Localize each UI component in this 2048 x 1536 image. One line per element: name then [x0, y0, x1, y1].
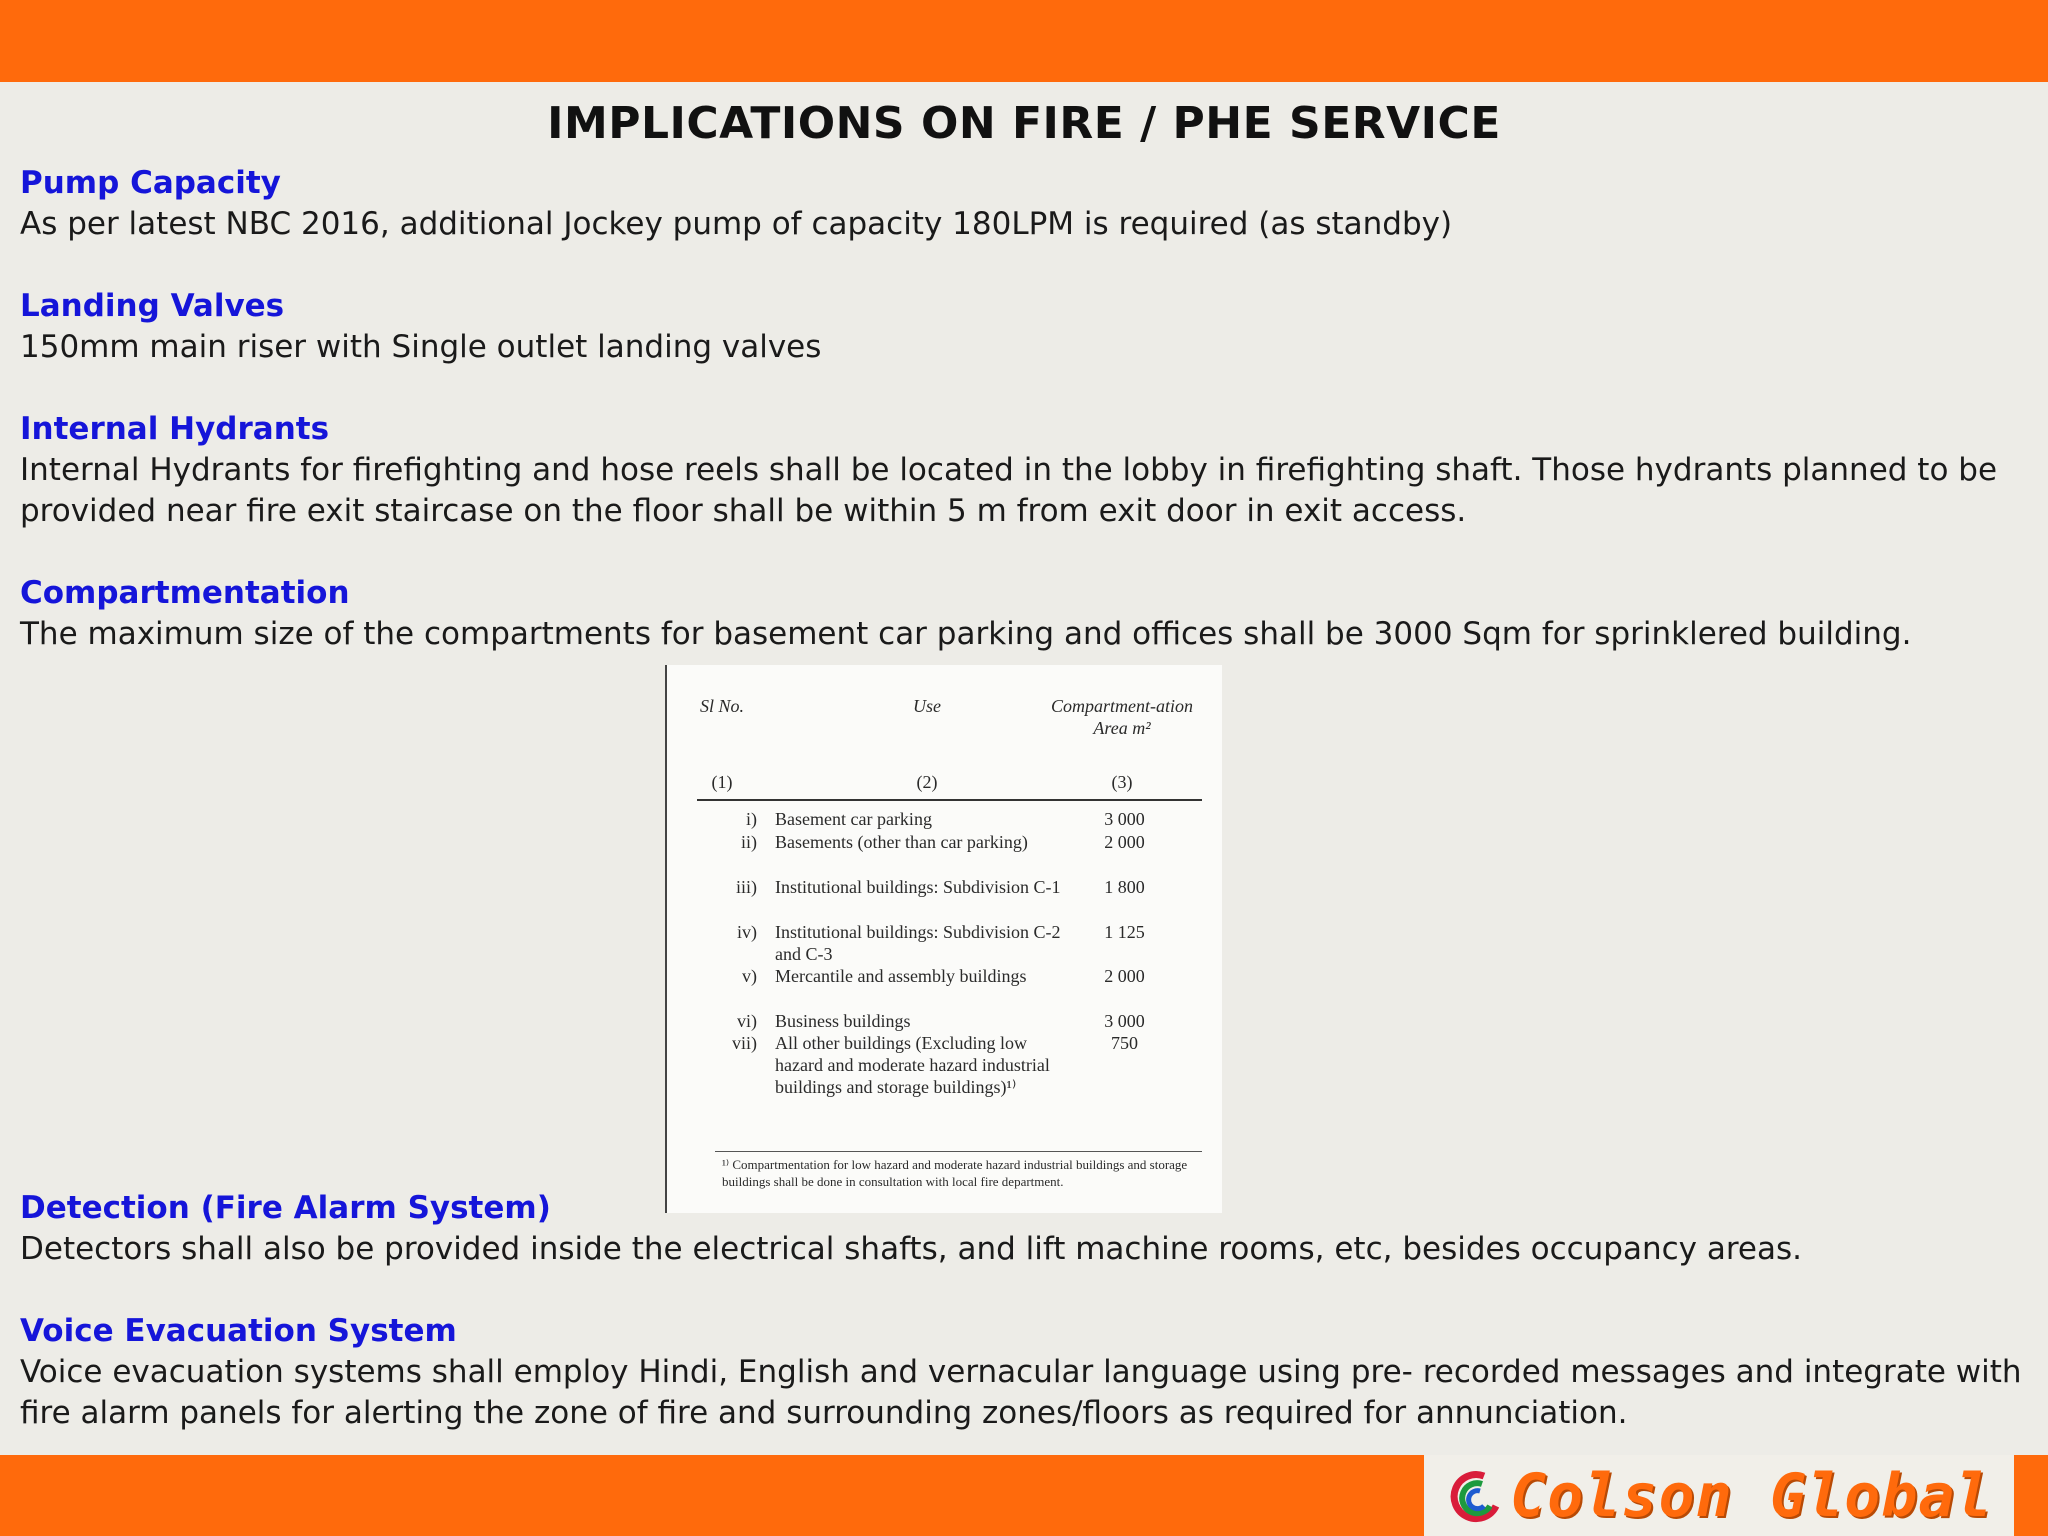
table-header-use: Use	[913, 696, 941, 716]
row-area: 2 000	[1104, 832, 1145, 852]
row-area: 2 000	[1104, 966, 1145, 986]
row-use: Basements (other than car parking)	[775, 832, 1028, 852]
section-heading: Compartmentation	[20, 575, 350, 611]
row-area: 3 000	[1104, 1011, 1145, 1031]
row-sl: i)	[746, 809, 757, 829]
row-use: Institutional buildings: Subdivision C-1	[775, 877, 1061, 897]
section-text: Voice evacuation systems shall employ Hindi, English and vernacular language using pre- recorded messages and integrate with fire alarm panels for alerting the zone of fire and surrounding zones/floors as required for annunciation.	[20, 1354, 2022, 1431]
table-rule	[697, 799, 1202, 801]
section-heading: Internal Hydrants	[20, 411, 330, 447]
table-footnote: ¹⁾ Compartmentation for low hazard and moderate hazard industrial buildings and storage buildings shall be done in consultation with local fire department.	[722, 1157, 1188, 1189]
section-voice-evacuation	[20, 1311, 2030, 1434]
company-logo	[1424, 1455, 2014, 1536]
row-sl: v)	[742, 966, 757, 986]
colson-swirl-icon	[1444, 1466, 1504, 1526]
compartment-area-table	[665, 665, 1222, 1213]
row-sl: iv)	[737, 922, 757, 942]
row-use: Basement car parking	[775, 809, 932, 829]
section-detection	[20, 1188, 2030, 1270]
section-heading: Landing Valves	[20, 288, 285, 324]
page-title: IMPLICATIONS ON FIRE / PHE SERVICE	[547, 98, 1501, 149]
row-area: 750	[1111, 1033, 1138, 1053]
row-sl: vii)	[732, 1033, 757, 1053]
section-text: The maximum size of the compartments for basement car parking and offices shall be 3000 Sqm for sprinklered building.	[20, 616, 1912, 652]
row-use: Institutional buildings: Subdivision C-2 and C-3	[775, 922, 1061, 964]
section-heading: Voice Evacuation System	[20, 1313, 457, 1349]
section-landing-valves	[20, 286, 2030, 368]
row-use: Mercantile and assembly buildings	[775, 966, 1027, 986]
table-header-area: Compartment-ation Area m²	[1051, 696, 1193, 738]
section-text: 150mm main riser with Single outlet landing valves	[20, 329, 822, 365]
section-compartmentation	[20, 573, 2030, 655]
row-area: 1 125	[1104, 922, 1145, 942]
row-area: 1 800	[1104, 877, 1145, 897]
section-text: As per latest NBC 2016, additional Jockey pump of capacity 180LPM is required (as standby)	[20, 206, 1453, 242]
row-use: All other buildings (Excluding low hazard and moderate hazard industrial buildings and storage buildings)¹⁾	[775, 1033, 1050, 1097]
section-heading: Pump Capacity	[20, 165, 281, 201]
table-header-sl: Sl No.	[699, 696, 744, 716]
table-colnum-1: (1)	[711, 772, 733, 792]
section-pump-capacity	[20, 163, 2030, 245]
top-banner	[0, 0, 2048, 82]
logo-text: Colson Global	[1510, 1460, 1993, 1531]
table-colnum-2: (2)	[916, 772, 938, 792]
row-area: 3 000	[1104, 809, 1145, 829]
row-use: Business buildings	[775, 1011, 911, 1031]
section-text: Detectors shall also be provided inside the electrical shafts, and lift machine rooms, etc, besides occupancy areas.	[20, 1231, 1803, 1267]
footnote-rule	[715, 1151, 1202, 1152]
section-text: Internal Hydrants for firefighting and hose reels shall be located in the lobby in firefighting shaft. Those hydrants planned to be provided near fire exit staircase on the floor shall be within 5 m from exit door in exit access.	[20, 452, 1998, 529]
row-sl: vi)	[737, 1011, 757, 1031]
table-colnum-3: (3)	[1111, 772, 1133, 792]
section-internal-hydrants	[20, 409, 2030, 532]
row-sl: ii)	[741, 832, 757, 852]
section-heading: Detection (Fire Alarm System)	[20, 1190, 551, 1226]
row-sl: iii)	[736, 877, 757, 897]
